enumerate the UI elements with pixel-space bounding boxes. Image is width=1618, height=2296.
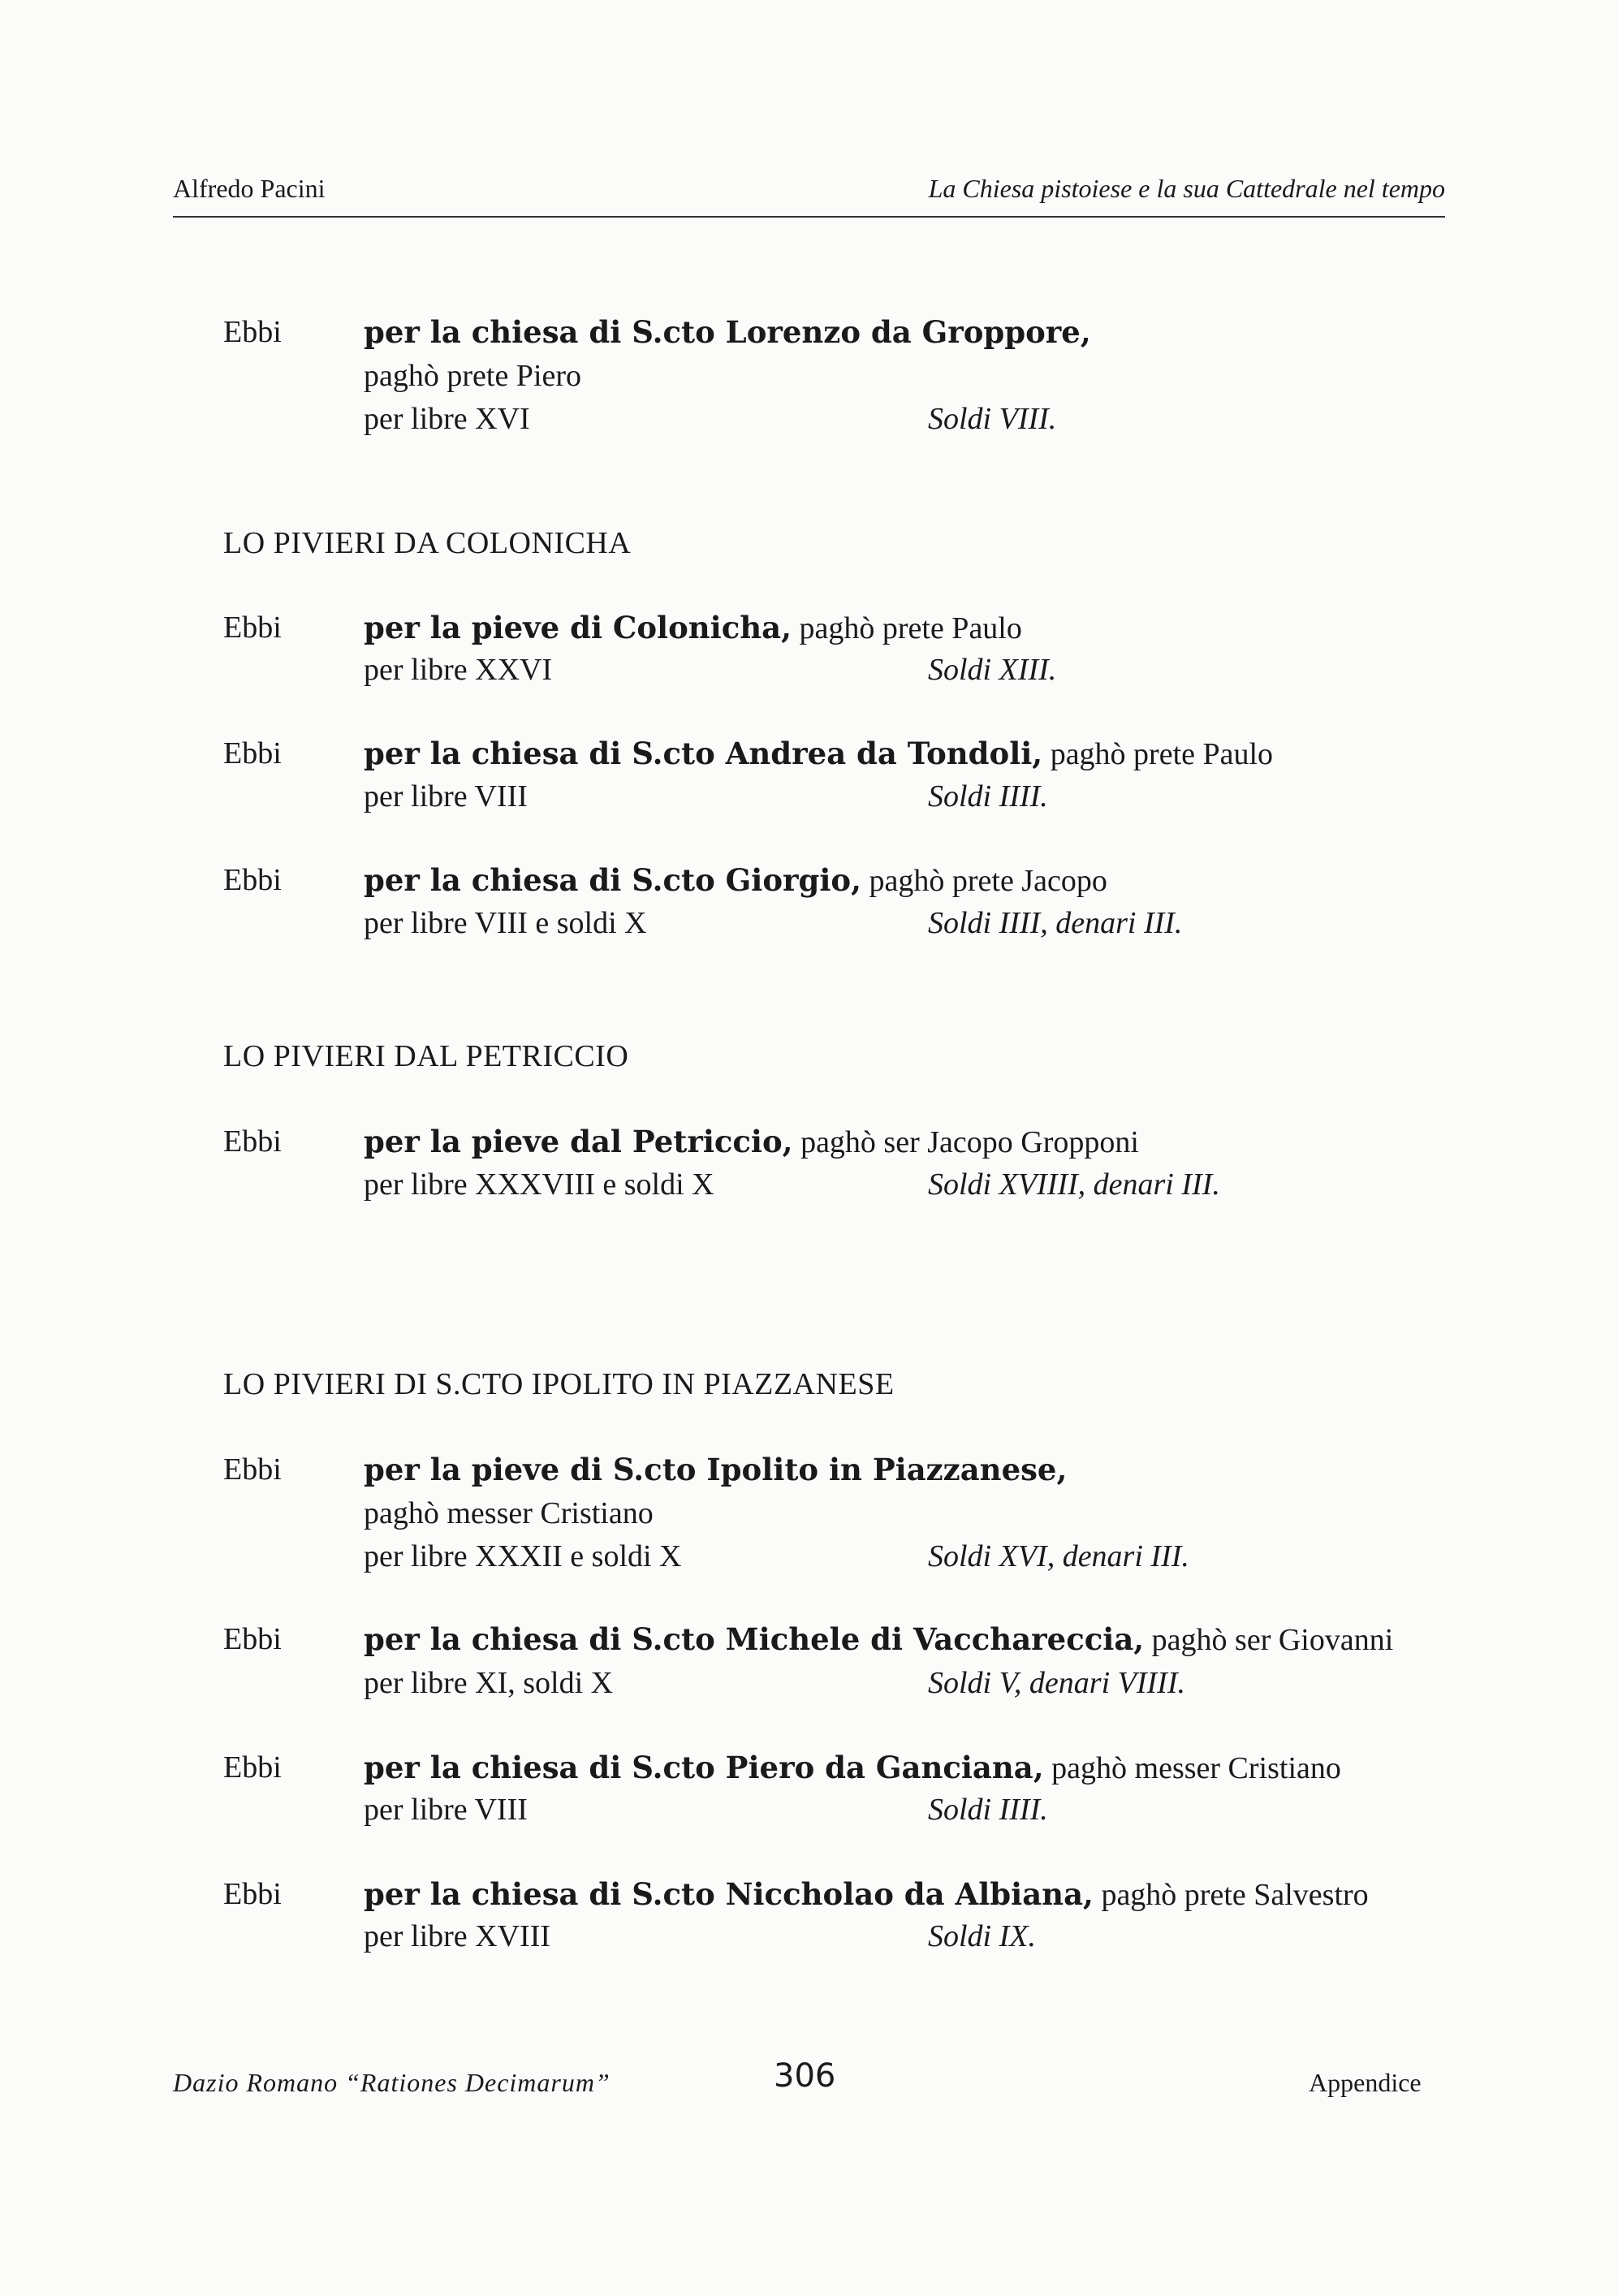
entry-line3: per libre XVI: [364, 402, 530, 436]
entry-line2: per libre XI, soldi X: [364, 1666, 614, 1700]
section-heading: LO PIVIERI DA COLONICHA: [223, 526, 632, 560]
entry-amount: Soldi VIII.: [928, 402, 1057, 436]
page-number: 306: [774, 2057, 836, 2095]
entry-amount: Soldi IIII, denari III.: [928, 906, 1183, 940]
entry-payer: paghò prete Paulo: [792, 611, 1022, 645]
entry-church: per la chiesa di S.cto Michele di Vacchareccia,: [364, 1621, 1145, 1657]
entry-payer: paghò ser Jacopo Gropponi: [792, 1125, 1139, 1159]
entry-label: Ebbi: [223, 315, 282, 349]
running-header-author: Alfredo Pacini: [173, 174, 326, 203]
entry-church: per la pieve di S.cto Ipolito in Piazzanese,: [364, 1452, 1068, 1487]
entry-label: Ebbi: [223, 863, 282, 897]
entry-line1: [364, 1750, 1341, 1786]
entry-line2: paghò messer Cristiano: [364, 1496, 654, 1530]
entry-label: Ebbi: [223, 1877, 282, 1911]
running-footer-source: Dazio Romano “Rationes Decimarum”: [173, 2068, 611, 2097]
entry-line2: paghò prete Piero: [364, 359, 582, 393]
entry-amount: Soldi IX.: [928, 1919, 1036, 1953]
entry-line2: per libre XVIII: [364, 1919, 551, 1953]
entry-line2: per libre VIII: [364, 779, 528, 814]
entry-church: per la chiesa di S.cto Niccholao da Albiana,: [364, 1876, 1094, 1912]
entry-line2: per libre VIII: [364, 1793, 528, 1827]
entry-church: per la chiesa di S.cto Andrea da Tondoli,: [364, 736, 1043, 771]
entry-line1: [364, 314, 1091, 351]
entry-church: per la pieve dal Petriccio,: [364, 1124, 793, 1159]
entry-payer: paghò prete Paulo: [1042, 737, 1274, 771]
entry-payer: paghò messer Cristiano: [1043, 1751, 1341, 1785]
section-heading: LO PIVIERI DI S.CTO IPOLITO IN PIAZZANESE: [223, 1367, 895, 1401]
entry-line1: [364, 1621, 1393, 1658]
entry-label: Ebbi: [223, 1622, 282, 1656]
entry-payer: paghò prete Jacopo: [861, 864, 1107, 898]
entry-line1: [364, 862, 1107, 899]
entry-church: per la chiesa di S.cto Piero da Ganciana,: [364, 1750, 1044, 1785]
entry-amount: Soldi V, denari VIIII.: [928, 1666, 1185, 1700]
entry-label: Ebbi: [223, 611, 282, 645]
entry-amount: Soldi IIII.: [928, 1793, 1048, 1827]
entry-church: per la pieve di Colonicha,: [364, 610, 792, 645]
entry-line1: [364, 610, 1022, 646]
entry-line2: per libre XXXVIII e soldi X: [364, 1167, 714, 1202]
entry-label: Ebbi: [223, 1452, 282, 1487]
entry-line3: per libre XXXII e soldi X: [364, 1539, 682, 1573]
entry-label: Ebbi: [223, 1750, 282, 1785]
section-heading: LO PIVIERI DAL PETRICCIO: [223, 1039, 629, 1073]
entry-line1: [364, 736, 1273, 772]
entry-amount: Soldi IIII.: [928, 779, 1048, 814]
entry-payer: paghò ser Giovanni: [1144, 1623, 1394, 1657]
entry-line1: [364, 1124, 1139, 1160]
entry-payer: paghò prete Salvestro: [1093, 1878, 1369, 1912]
entry-amount: Soldi XIII.: [928, 653, 1057, 687]
running-footer-section: Appendice: [1309, 2068, 1422, 2097]
entry-label: Ebbi: [223, 1124, 282, 1159]
entry-amount: Soldi XVI, denari III.: [928, 1539, 1189, 1573]
entry-church: per la chiesa di S.cto Giorgio,: [364, 862, 861, 898]
running-header-title: La Chiesa pistoiese e la sua Cattedrale nel tempo: [928, 174, 1445, 203]
entry-line2: per libre VIII e soldi X: [364, 906, 647, 940]
entry-church: per la chiesa di S.cto Lorenzo da Groppore,: [364, 314, 1091, 350]
entry-line1: [364, 1452, 1067, 1488]
header-rule: [173, 216, 1445, 218]
entry-label: Ebbi: [223, 736, 282, 770]
entry-amount: Soldi XVIIII, denari III.: [928, 1167, 1220, 1202]
entry-line2: per libre XXVI: [364, 653, 553, 687]
entry-line1: [364, 1876, 1369, 1913]
